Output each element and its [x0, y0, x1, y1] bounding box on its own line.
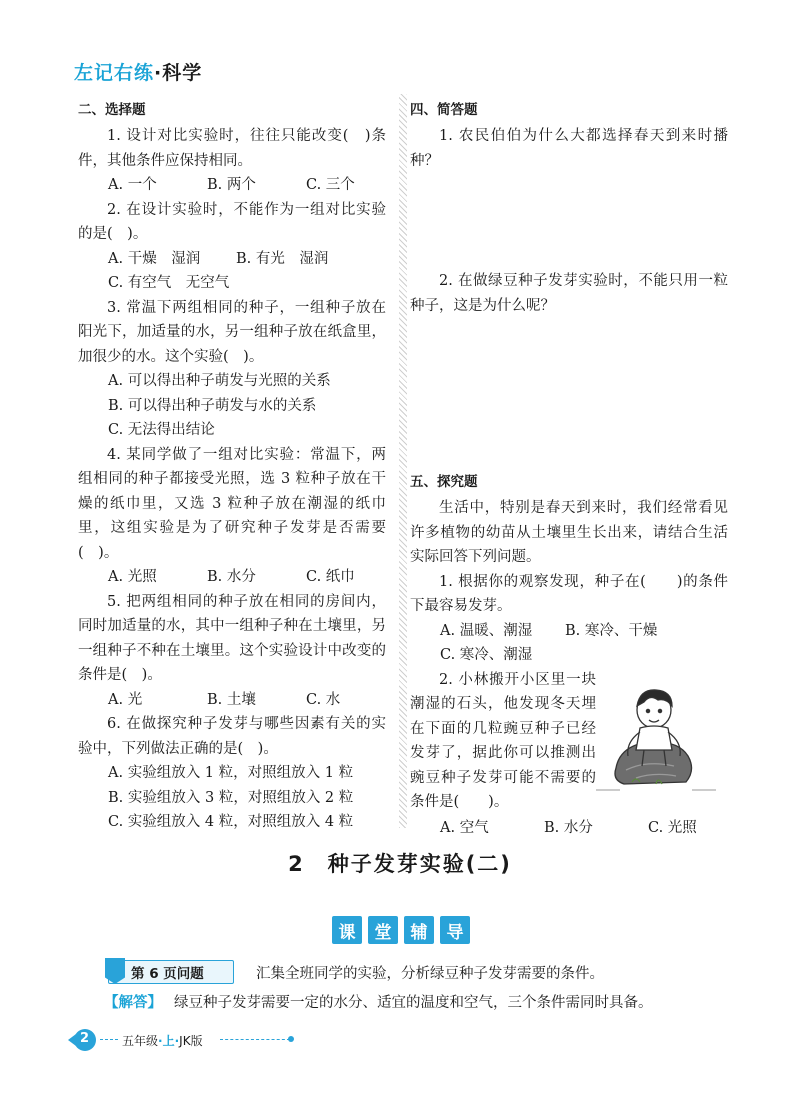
- page-footer: [74, 1029, 314, 1051]
- option-row: [78, 247, 386, 272]
- brand-name: 左记右练: [74, 62, 155, 84]
- option-c: C. 三个: [306, 177, 355, 193]
- short-answer-question: 2. 在做绿豆种子发芽实验时，不能只用一粒种子，这是为什么呢？: [410, 273, 728, 314]
- option-b: B. 寒冷、干燥: [565, 622, 658, 639]
- inquiry-section: [410, 470, 728, 841]
- grade-info: [122, 1032, 203, 1049]
- page-question-label: [108, 960, 234, 984]
- answer-label: 【解答】: [104, 995, 162, 1011]
- option-b: B. 实验组放入 3 粒，对照组放入 2 粒: [108, 789, 354, 806]
- arrow-left-icon: [68, 1034, 76, 1046]
- short-answer-question: 1. 农民伯伯为什么大都选择春天到来时播种？: [410, 128, 728, 169]
- question-stem: 5. 把两组相同的种子放在相同的房间内，同时加适量的水，其中一组种子种在土壤里，另一组种子不种在土壤里。这个实验设计中改变的条件是( )。: [78, 593, 386, 683]
- option-a: A. 温暖、潮湿: [440, 622, 533, 639]
- option-row: [78, 688, 386, 713]
- option-a: A. 光照: [108, 569, 157, 585]
- option-b: B. 土壤: [207, 691, 256, 708]
- answer-line: [104, 991, 653, 1012]
- option-a: A. 可以得出种子萌发与光照的关系: [108, 373, 331, 389]
- option-c: C. 实验组放入 4 粒，对照组放入 4 粒: [108, 814, 354, 830]
- section-title: 五、探究题: [410, 474, 478, 490]
- option-c: C. 无法得出结论: [108, 422, 215, 438]
- answer-text: 绿豆种子发芽需要一定的水分、适宜的温度和空气，三个条件需同时具备。: [174, 995, 653, 1011]
- option-row: [410, 815, 728, 841]
- option-c: C. 寒冷、潮湿: [440, 647, 533, 663]
- option-b: B. 水分: [207, 569, 256, 585]
- question-stem: 6. 在做探究种子发芽与哪些因素有关的实验中，下列做法正确的是( )。: [78, 716, 386, 757]
- edition-separator: ·: [174, 1034, 180, 1048]
- classroom-guidance-banner: [332, 916, 470, 944]
- option-c: C. 纸巾: [306, 569, 355, 585]
- footer-dot: [288, 1036, 294, 1042]
- inquiry-intro: 生活中，特别是春天到来时，我们经常看见许多植物的幼苗从土壤里生长出来，请结合生活实际回答下列问题。: [410, 500, 728, 565]
- right-column: [410, 98, 728, 841]
- question-stem: 2. 在设计实验时，不能作为一组对比实验的是( )。: [78, 201, 386, 242]
- page-question-label-text: 第 6 页问题: [131, 966, 204, 982]
- option-row: [78, 565, 386, 590]
- term: 上: [162, 1034, 175, 1048]
- footer-dash: [220, 1039, 290, 1040]
- option-a: A. 一个: [108, 177, 157, 193]
- option-c: C. 光照: [648, 819, 697, 836]
- banner-char: 堂: [368, 916, 398, 944]
- option-b: B. 水分: [544, 819, 593, 836]
- column-divider: [399, 94, 407, 828]
- banner-char: 辅: [404, 916, 434, 944]
- answer-space[interactable]: [410, 318, 728, 470]
- option-row: [410, 619, 728, 644]
- option-row: [78, 271, 386, 296]
- book-brand: [74, 58, 202, 85]
- page-question-text: 汇集全班同学的实验，分析绿豆种子发芽需要的条件。: [256, 966, 604, 982]
- option-a: A. 空气: [440, 819, 489, 836]
- lesson-title: 2 种子发芽实验(二): [288, 852, 512, 876]
- option-c: C. 水: [306, 691, 341, 708]
- boy-lifting-rock-illustration: [596, 686, 716, 798]
- question-stem: 4. 某同学做了一组对比实验：常温下，两组相同的种子都接受光照，选 3 粒种子放在干燥的纸巾里，又选 3 粒种子放在潮湿的纸巾里，这组实验是为了研究种子发芽是否需要( )。: [78, 446, 386, 561]
- multiple-choice-section: [78, 98, 386, 835]
- page-number-badge: [74, 1029, 96, 1051]
- bookmark-flag-icon: [105, 958, 125, 984]
- section-title: 四、简答题: [410, 102, 478, 118]
- subject-name: 科学: [162, 62, 203, 84]
- option-row: [78, 173, 386, 198]
- question-stem: 2. 小林搬开小区里一块潮湿的石头，他发现冬天埋在下面的几粒豌豆种子已经发芽了，据此你可以推测出豌豆种子发芽可能不需要的条件是( )。: [410, 671, 596, 810]
- banner-char: 导: [440, 916, 470, 944]
- question-stem: 3. 常温下两组相同的种子，一组种子放在阳光下，加适量的水，另一组种子放在纸盒里，加很少的水。这个实验( )。: [78, 299, 386, 365]
- page-question-box: [108, 960, 748, 986]
- edition: JK版: [179, 1034, 203, 1048]
- option-a: A. 干燥 湿润: [108, 250, 201, 267]
- grade-separator: ·: [158, 1034, 163, 1048]
- answer-space[interactable]: [410, 173, 728, 269]
- banner-char: 课: [332, 916, 362, 944]
- option-c: C. 有空气 无空气: [108, 275, 230, 291]
- option-b: B. 两个: [207, 177, 256, 193]
- brand-separator: ·: [154, 62, 163, 84]
- grade: 五年级: [122, 1034, 159, 1048]
- question-stem: 1. 根据你的观察发现，种子在( )的条件下最容易发芽。: [410, 573, 728, 614]
- option-b: B. 有光 湿润: [236, 250, 329, 267]
- option-a: A. 光: [108, 691, 143, 708]
- page-number: 2: [80, 1031, 90, 1046]
- section-title: 二、选择题: [78, 102, 146, 118]
- option-a: A. 实验组放入 1 粒，对照组放入 1 粒: [108, 765, 354, 781]
- question-with-illustration: [410, 668, 728, 815]
- footer-dash: [100, 1039, 118, 1040]
- question-stem: 1. 设计对比实验时，往往只能改变( )条件，其他条件应保持相同。: [78, 128, 386, 169]
- option-b: B. 可以得出种子萌发与水的关系: [108, 397, 317, 414]
